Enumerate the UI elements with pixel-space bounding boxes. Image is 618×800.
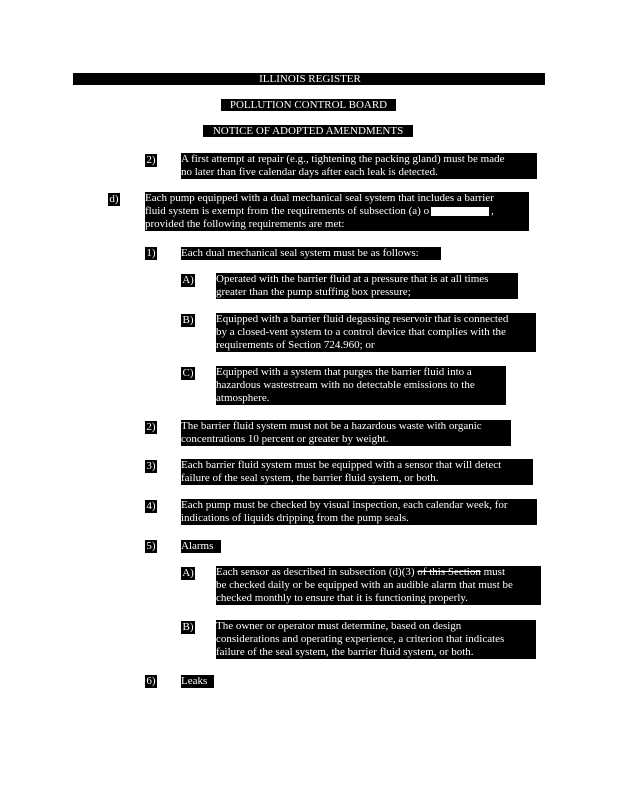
d3-label: 3): [146, 460, 156, 472]
d5A-line1-end: must: [480, 566, 506, 578]
d5A-label: A): [182, 567, 194, 579]
d2-line: The barrier fluid system must not be a hazardous waste with organic: [181, 420, 482, 432]
d3-line: failure of the seal system, the barrier fluid system, or both.: [181, 472, 439, 484]
item-c2-line: no later than five calendar days after each leak is detected.: [181, 166, 438, 178]
d1B-line: Equipped with a barrier fluid degassing reservoir that is connected: [216, 313, 509, 325]
item-d-line: provided the following requirements are met:: [145, 218, 345, 230]
d1A-text: [216, 273, 518, 299]
d1A-label: A): [182, 274, 194, 286]
item-c2-text: [181, 153, 537, 179]
d3-text: [181, 459, 533, 485]
d1C-line: Equipped with a system that purges the barrier fluid into a: [216, 366, 472, 378]
d4-line: Each pump must be checked by visual inspection, each calendar week, for: [181, 499, 508, 511]
d5A-line: checked monthly to ensure that it is functioning properly.: [216, 592, 468, 604]
d1-text: Each dual mechanical seal system must be as follows:: [181, 247, 441, 260]
d5A-text: [216, 566, 541, 605]
d1-label: 1): [146, 247, 156, 259]
d6-text: Leaks: [181, 675, 214, 688]
d1C-line: hazardous wastestream with no detectable emissions to the: [216, 379, 475, 391]
d2-label: 2): [146, 421, 156, 433]
d5B-line: failure of the seal system, the barrier fluid system, or both.: [216, 646, 474, 658]
d1B-label: B): [182, 314, 194, 326]
d1C-label: C): [182, 367, 194, 379]
item-d-text: [145, 192, 529, 231]
d5-text: Alarms: [181, 540, 221, 553]
d1A-line: greater than the pump stuffing box pressure;: [216, 286, 411, 298]
d5A-line: be checked daily or be equipped with an audible alarm that must be: [216, 579, 513, 591]
d5A-line: [216, 566, 541, 579]
item-d-label: d): [109, 193, 119, 205]
d1B-text: [216, 313, 536, 352]
d5B-label: B): [182, 621, 194, 633]
d5-label: 5): [146, 540, 156, 552]
d4-text: [181, 499, 537, 525]
d5B-text: [216, 620, 536, 659]
item-c2-label: 2): [146, 154, 156, 166]
d5B-line: The owner or operator must determine, based on design: [216, 620, 462, 632]
notice-title: NOTICE OF ADOPTED AMENDMENTS: [203, 125, 413, 137]
d1C-line: atmosphere.: [216, 392, 270, 404]
d2-text: [181, 420, 511, 446]
board-title: POLLUTION CONTROL BOARD: [221, 99, 396, 111]
d5A-struck-text: of this Section: [417, 566, 481, 578]
d3-line: Each barrier fluid system must be equipped with a sensor that will detect: [181, 459, 502, 471]
d1B-line: by a closed-vent system to a control device that complies with the: [216, 326, 506, 338]
d1B-line: requirements of Section 724.960; or: [216, 339, 375, 351]
item-d-line2-end: ,: [491, 205, 494, 217]
item-d-line: Each pump equipped with a dual mechanical seal system that includes a barrier: [145, 192, 494, 204]
item-d-line: [145, 205, 529, 218]
item-c2-line: A first attempt at repair (e.g., tightening the packing gland) must be made: [181, 153, 505, 165]
d1A-line: Operated with the barrier fluid at a pressure that is at all times: [216, 273, 489, 285]
item-d-line2-text: fluid system is exempt from the requirements of subsection (a) o: [145, 205, 430, 217]
d5B-line: considerations and operating experience, a criterion that indicates: [216, 633, 505, 645]
register-title: ILLINOIS REGISTER: [254, 73, 366, 85]
d4-label: 4): [146, 500, 156, 512]
d2-line: concentrations 10 percent or greater by weight.: [181, 433, 389, 445]
d6-label: 6): [146, 675, 156, 687]
d1C-text: [216, 366, 506, 405]
redaction-mark: [431, 207, 489, 216]
d4-line: indications of liquids dripping from the pump seals.: [181, 512, 409, 524]
d5A-line1-text: Each sensor as described in subsection (d)(3): [216, 566, 418, 578]
